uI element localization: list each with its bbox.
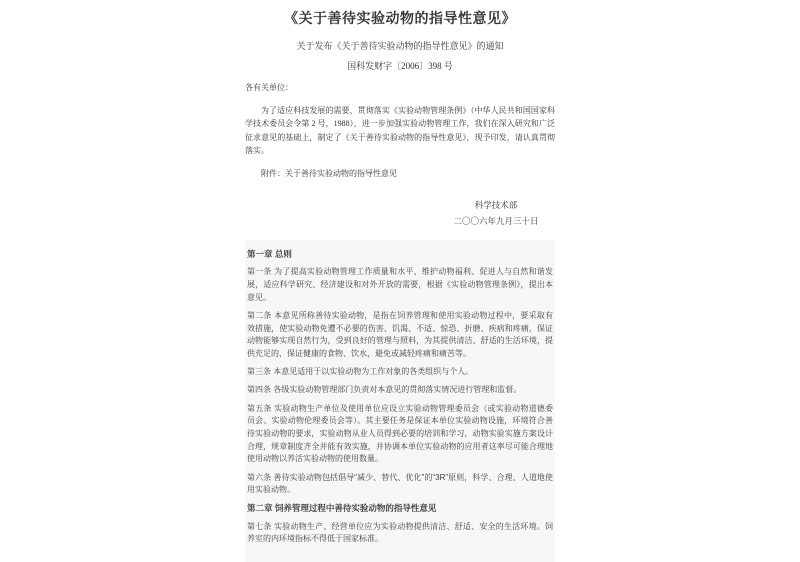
article-paragraph: 第四条 各级实验动物管理部门负责对本意见的贯彻落实情况进行管理和监督。 — [247, 385, 522, 395]
signature-issuer: 科学技术部 — [474, 200, 518, 210]
salutation: 各有关单位： — [245, 83, 293, 92]
article-paragraph: 第一条 为了提高实验动物管理工作质量和水平、维护动物福利、促进人与自然和谐发展，适应科学研究、经济建设和对外开放的需要，根据《实验动物管理条例》，提出本意见。 — [247, 267, 553, 302]
article-paragraph: 第七条 实验动物生产、经营单位应为实验动物提供清洁、舒适、安全的生活环境。饲养室的内环境指标不得低于国家标准。 — [247, 521, 553, 544]
chapter-heading: 第二章 饲养管理过程中善待实验动物的指导性意见 — [247, 503, 437, 514]
attachment-note: 附件：关于善待实验动物的指导性意见 — [261, 168, 397, 178]
chapter-heading: 第一章 总则 — [247, 249, 292, 259]
doc-number: 国科发财字〔2006〕398 号 — [347, 61, 453, 71]
intro-paragraph: 为了适应科技发展的需要，贯彻落实《实验动物管理条例》（中华人民共和国国家科学技术委员会令第 2 号，1988），进一步加强实验动物管理工作，我们在深入研究和广泛征求意见的基础上，制定了《关于善待实验动物的指导性意见》，现予印发，请认真贯彻落实。 — [245, 105, 555, 155]
notice-title: 关于发布《关于善待实验动物的指导性意见》的通知 — [296, 41, 504, 51]
signature-date: 二〇〇六年九月三十日 — [453, 216, 539, 226]
article-paragraph: 第五条 实验动物生产单位及使用单位应设立实验动物管理委员会（或实验动物道德委员会、实验动物伦理委员会等）。其主要任务是保证本单位实验动物设施，环境符合善待实验动物的要求，实验动物从业人员得到必要的培训和学习，动物实验实施方案设计合理，规章制度齐全并能有效实施，并协调本单位实验动物的应用者这率尽可能合理地使用动物以养活实验动物的使用数量。 — [247, 403, 553, 464]
opinion-body — [245, 240, 555, 562]
article-paragraph: 第二条 本意见所称善待实验动物，是指在饲养管理和使用实验动物过程中，要采取有效措施，使实验动物免遭不必要的伤害、饥渴、不适、惊恐、折磨、疾病和疼痛，保证动物能够实现自然行为，受到良好的管理与照料，为其提供清洁、舒适的生活环境，提供充足的，保证健康的食物、饮水，避免或减轻疼痛和痛苦等。 — [247, 310, 553, 358]
signature-block — [437, 197, 555, 229]
document-title: 《关于善待实验动物的指导性意见》 — [284, 12, 516, 27]
document-column — [245, 0, 555, 562]
article-paragraph: 第三条 本意见适用于以实验动物为工作对象的各类组织与个人。 — [247, 367, 474, 377]
article-paragraph: 第六条 善待实验动物包括倡导“减少、替代、优化”的“3R”原则，科学、合理、人道地使用实验动物。 — [247, 472, 553, 495]
